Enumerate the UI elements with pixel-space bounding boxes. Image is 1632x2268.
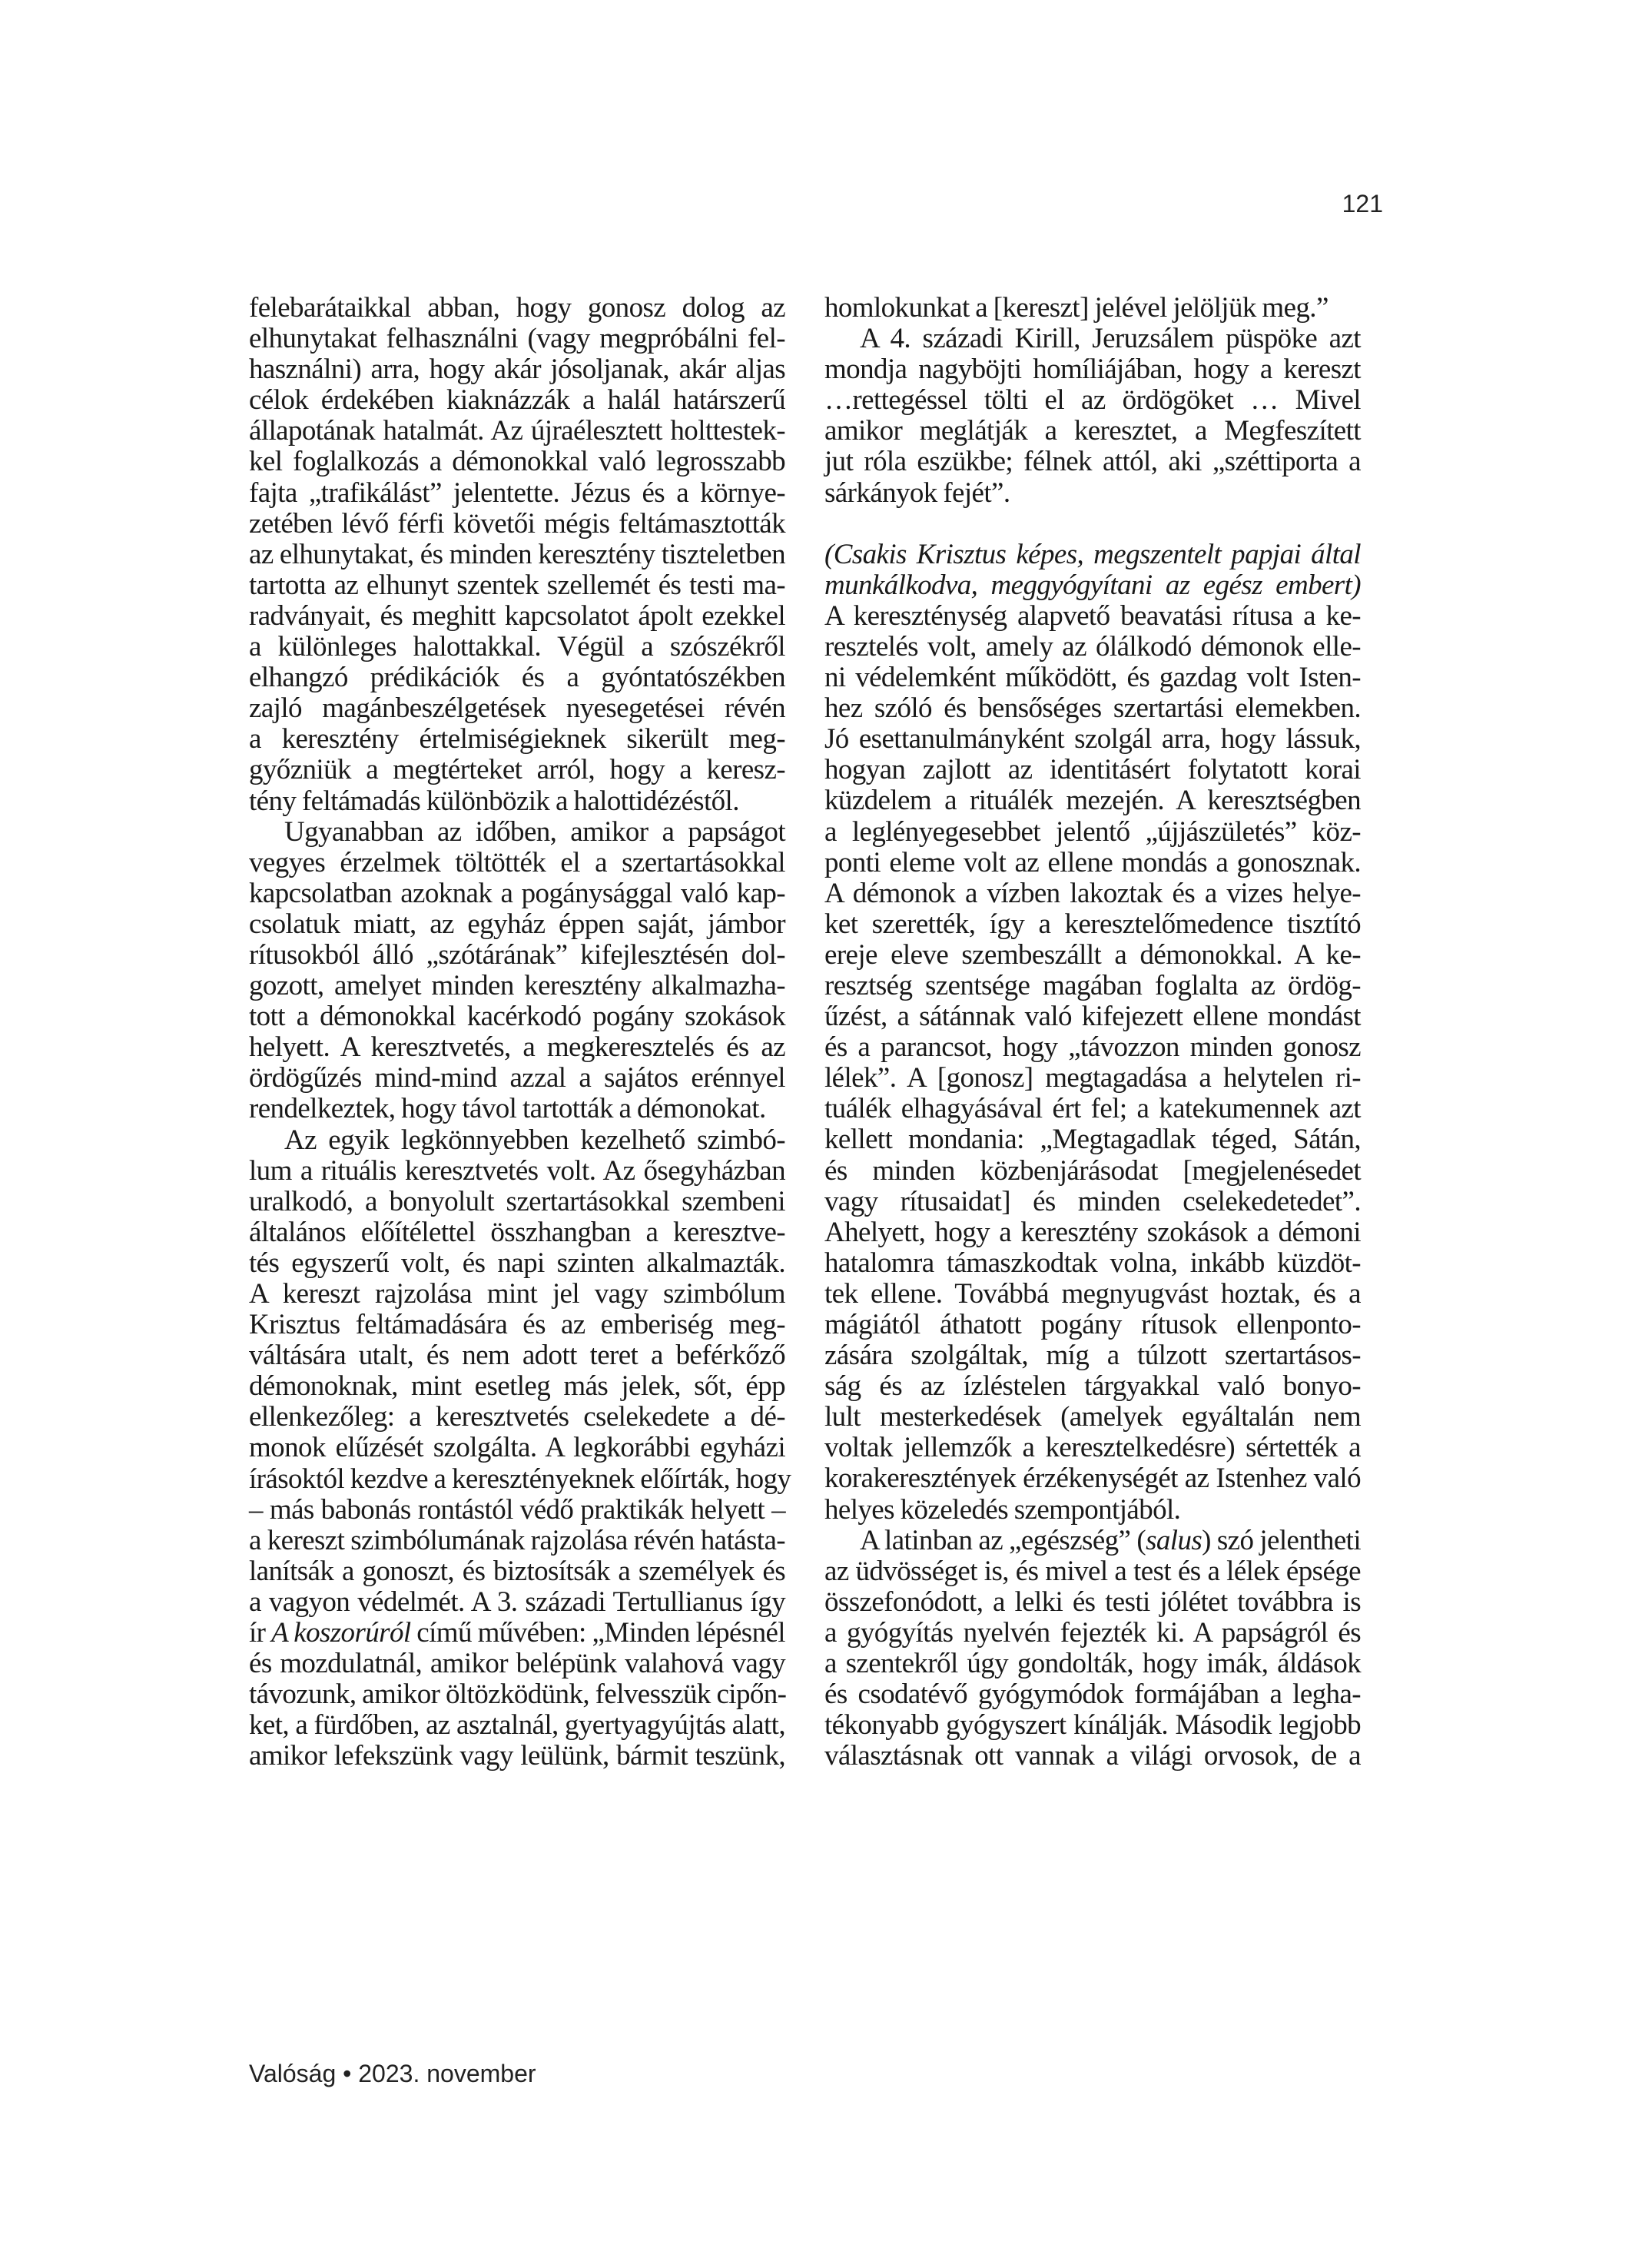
text-line: ket szerették, így a keresztelőmedence tisztító xyxy=(824,908,1361,940)
text-line: célok érdekében kiaknázzák a halál határszerű xyxy=(249,384,785,417)
text-line: tékonyabb gyógyszert kínálják. Második legjobb xyxy=(824,1709,1361,1742)
text-line: vegyes érzelmek töltötték el a szertartásokkal xyxy=(249,846,785,878)
paragraph-end-line: tény feltámadás különbözik a halottidézéstől. xyxy=(249,785,739,817)
text-line: monok elűzését szolgálta. A legkorábbi egyházi xyxy=(249,1432,785,1464)
text-line: – más babonás rontástól védő praktikák helyett – xyxy=(249,1493,785,1526)
text-line: választásnak ott vannak a világi orvosok, de a xyxy=(824,1740,1361,1772)
text-line: resztség szentsége magában foglalta az ördög- xyxy=(824,969,1361,1001)
paragraph-start-line: A 4. századi Kirill, Jeruzsálem püspöke azt xyxy=(860,323,1361,355)
section-heading-line-2: munkálkodva, meggyógyítani az egész embert) xyxy=(824,569,1361,601)
text-line: voltak jellemzők a keresztelkedésre) sértették a xyxy=(824,1432,1361,1464)
text-line: tek ellene. Továbbá megnyugvást hoztak, és a xyxy=(824,1277,1361,1310)
paragraph-start-line: Ugyanabban az időben, amikor a papságot xyxy=(284,815,785,848)
text-line: űzést, a sátánnak való kifejezett ellene mondást xyxy=(824,1001,1361,1033)
text-line: zására szolgáltak, míg a túlzott szertartásos- xyxy=(824,1340,1361,1372)
text-line: resztelés volt, amely az ólálkodó démonok elle- xyxy=(824,630,1361,662)
text-line: lanítsák a gonoszt, és biztosítsák a személyek és xyxy=(249,1555,785,1587)
text-line: zetében lévő férfi követői mégis feltámasztották xyxy=(249,507,785,540)
text-line: elhangzó prédikációk és a gyóntatószékben xyxy=(249,662,785,694)
text-line: …rettegéssel tölti el az ördögöket … Mivel xyxy=(824,384,1361,417)
text-line: a leglényegesebbet jelentő „újjászületés” köz- xyxy=(824,815,1361,848)
left-column xyxy=(249,292,791,1772)
text-line: állapotának hatalmát. Az újraélesztett holttestek- xyxy=(249,415,785,447)
text-fragment: ír xyxy=(249,1617,272,1649)
text-line: az üdvösséget is, és mivel a test és a lélek épsége xyxy=(824,1555,1361,1587)
text-line: tuálék elhagyásával ért fel; a katekumennek azt xyxy=(824,1093,1361,1125)
text-line: ördögűzés mind-mind azzal a sajátos erénnyel xyxy=(249,1062,785,1094)
text-line: hatalomra támaszkodtak volna, inkább küzdöt- xyxy=(824,1247,1361,1279)
text-line: kapcsolatban azoknak a pogánysággal való kap- xyxy=(249,877,785,909)
text-line: használni) arra, hogy akár jósoljanak, akár aljas xyxy=(249,354,785,386)
text-line: fajta „trafikálást” jelentette. Jézus és a környe- xyxy=(249,477,785,509)
text-line: ket, a fürdőben, az asztalnál, gyertyagyújtás alatt, xyxy=(249,1709,785,1742)
text-line: tés egyszerű volt, és napi szinten alkalmazták. xyxy=(249,1247,785,1279)
text-line: írásoktól kezdve a keresztényeknek előírták, hogy xyxy=(249,1463,791,1495)
text-line: gozott, amelyet minden keresztény alkalmazha- xyxy=(249,970,785,1002)
text-line: kellett mondania: „Megtagadlak téged, Sátán, xyxy=(824,1124,1361,1156)
text-line: összefonódott, a lelki és testi jólétet továbbra is xyxy=(824,1586,1361,1618)
text-line: felebarátaikkal abban, hogy gonosz dolog az xyxy=(249,292,785,324)
section-heading-line-1: (Csakis Krisztus képes, megszentelt papjai által xyxy=(824,538,1361,570)
text-line: korakeresztények érzékenységét az Istenhez való xyxy=(824,1463,1361,1495)
text-line: amikor lefekszünk vagy leülünk, bármit teszünk, xyxy=(249,1740,785,1772)
text-line-with-title xyxy=(249,1618,785,1649)
text-line: ni védelemként működött, és gazdag volt Isten- xyxy=(824,662,1361,694)
text-line: és csodatévő gyógymódok formájában a legha- xyxy=(824,1679,1361,1711)
text-line: démonoknak, mint esetleg más jelek, sőt, épp xyxy=(249,1370,785,1403)
text-line: lult mesterkedések (amelyek egyáltalán nem xyxy=(824,1401,1361,1433)
text-line: ellenkezőleg: a keresztvetés cselekedete a dé- xyxy=(249,1401,785,1433)
text-line: ponti eleme volt az ellene mondás a gonosznak. xyxy=(824,846,1361,878)
text-line: a kereszt szimbólumának rajzolása révén hatásta- xyxy=(249,1524,785,1556)
text-line: Jó esettanulmányként szolgál arra, hogy lássuk, xyxy=(824,723,1361,755)
text-line: ereje eleve szembeszállt a démonokkal. A ke- xyxy=(824,938,1361,971)
paragraph-end-line: homlokunkat a [kereszt] jelével jelöljük meg.” xyxy=(824,292,1328,324)
text-line: mondja nagyböjti homíliájában, hogy a kereszt xyxy=(824,354,1361,386)
text-line: a különleges halottakkal. Végül a szószékről xyxy=(249,631,785,663)
text-line: és a parancsot, hogy „távozzon minden gonosz xyxy=(824,1031,1361,1064)
text-line: győzniük a megtérteket arról, hogy a keresz- xyxy=(249,754,785,786)
text-line: Ahelyett, hogy a keresztény szokások a démoni xyxy=(824,1216,1361,1248)
text-line: tartotta az elhunyt szentek szellemét és testi ma- xyxy=(249,569,785,601)
text-fragment: című művében: „Minden lépésnél xyxy=(410,1617,785,1649)
text-line: lélek”. A [gonosz] megtagadása a helytelen ri- xyxy=(824,1062,1361,1094)
page-number: 121 xyxy=(1342,190,1383,218)
paragraph-end-line: helyes közeledés szempontjából. xyxy=(824,1493,1181,1526)
text-line: amikor meglátják a keresztet, a Megfeszített xyxy=(824,415,1361,447)
latin-term: salus xyxy=(1146,1524,1202,1556)
text-line: hogyan zajlott az identitásért folytatott korai xyxy=(824,754,1361,786)
text-line: a keresztény értelmiségieknek sikerült meg- xyxy=(249,723,785,755)
text-line: hez szóló és bensőséges szertartási elemekben. xyxy=(824,692,1361,725)
section-gap xyxy=(824,509,1361,540)
paragraph-end-line: sárkányok fejét”. xyxy=(824,477,1010,509)
footer-publication: Valóság • 2023. november xyxy=(249,2060,536,2087)
paragraph-start-line: Az egyik legkönnyebben kezelhető szimbó- xyxy=(284,1124,785,1156)
text-line-with-latin-term xyxy=(824,1526,1361,1556)
text-line: tott a démonokkal kacérkodó pogány szokások xyxy=(249,1001,785,1033)
text-line: helyett. A keresztvetés, a megkeresztelés és az xyxy=(249,1031,785,1064)
text-line: elhunytakat felhasználni (vagy megpróbálni fel- xyxy=(249,323,785,355)
text-line: A kereszt rajzolása mint jel vagy szimbólum xyxy=(249,1278,785,1310)
text-line: mágiától áthatott pogány rítusok ellenponto- xyxy=(824,1309,1361,1340)
text-line: a gyógyítás nyelvén fejezték ki. A papságról és xyxy=(824,1616,1361,1649)
text-line: és mozdulatnál, amikor belépünk valahová vagy xyxy=(249,1648,785,1680)
text-line: távozunk, amikor öltözködünk, felvesszük cipőn- xyxy=(249,1679,787,1711)
text-line: a vagyon védelmét. A 3. századi Tertullianus így xyxy=(249,1586,785,1618)
text-line: radványait, és meghitt kapcsolatot ápolt ezekkel xyxy=(249,599,785,632)
text-line: küzdelem a rituálék mezején. A keresztségben xyxy=(824,785,1361,817)
text-line: az elhunytakat, és minden keresztény tiszteletben xyxy=(249,538,785,570)
text-line: uralkodó, a bonyolult szertartásokkal szembeni xyxy=(249,1185,785,1217)
text-line: csolatuk miatt, az egyház éppen saját, jámbor xyxy=(249,908,785,940)
text-line: általános előítélettel összhangban a keresztve- xyxy=(249,1216,785,1248)
text-line: és minden közbenjárásodat [megjelenésedet xyxy=(824,1154,1361,1187)
text-line: zajló magánbeszélgetések nyesegetései révén xyxy=(249,692,785,725)
work-title: A koszorúról xyxy=(271,1617,411,1649)
right-column xyxy=(824,293,1361,1772)
paragraph-end-line: rendelkeztek, hogy távol tartották a démonokat. xyxy=(249,1093,766,1125)
text-fragment: ) szó jelentheti xyxy=(1202,1524,1361,1556)
text-line: váltására utalt, és nem adott teret a beférkőző xyxy=(249,1340,785,1372)
text-line: kel foglalkozás a démonokkal való legrosszabb xyxy=(249,446,785,478)
text-line: a szentekről úgy gondolták, hogy imák, áldások xyxy=(824,1648,1361,1680)
text-line: lum a rituális keresztvetés volt. Az ősegyházban xyxy=(249,1154,785,1187)
text-line: ság és az ízléstelen tárgyakkal való bonyo- xyxy=(824,1370,1361,1403)
text-line: A démonok a vízben lakoztak és a vizes helye- xyxy=(824,877,1361,909)
text-line: A kereszténység alapvető beavatási rítusa a ke- xyxy=(824,599,1361,632)
text-line: Krisztus feltámadására és az emberiség meg- xyxy=(249,1309,785,1341)
text-fragment: A latinban az „egészség” ( xyxy=(860,1524,1146,1556)
text-line: vagy rítusaidat] és minden cselekedetedet”. xyxy=(824,1185,1361,1217)
text-line: rítusokból álló „szótárának” kifejlesztésén dol- xyxy=(249,938,785,971)
text-line: jut róla eszükbe; félnek attól, aki „széttiporta a xyxy=(824,446,1361,478)
